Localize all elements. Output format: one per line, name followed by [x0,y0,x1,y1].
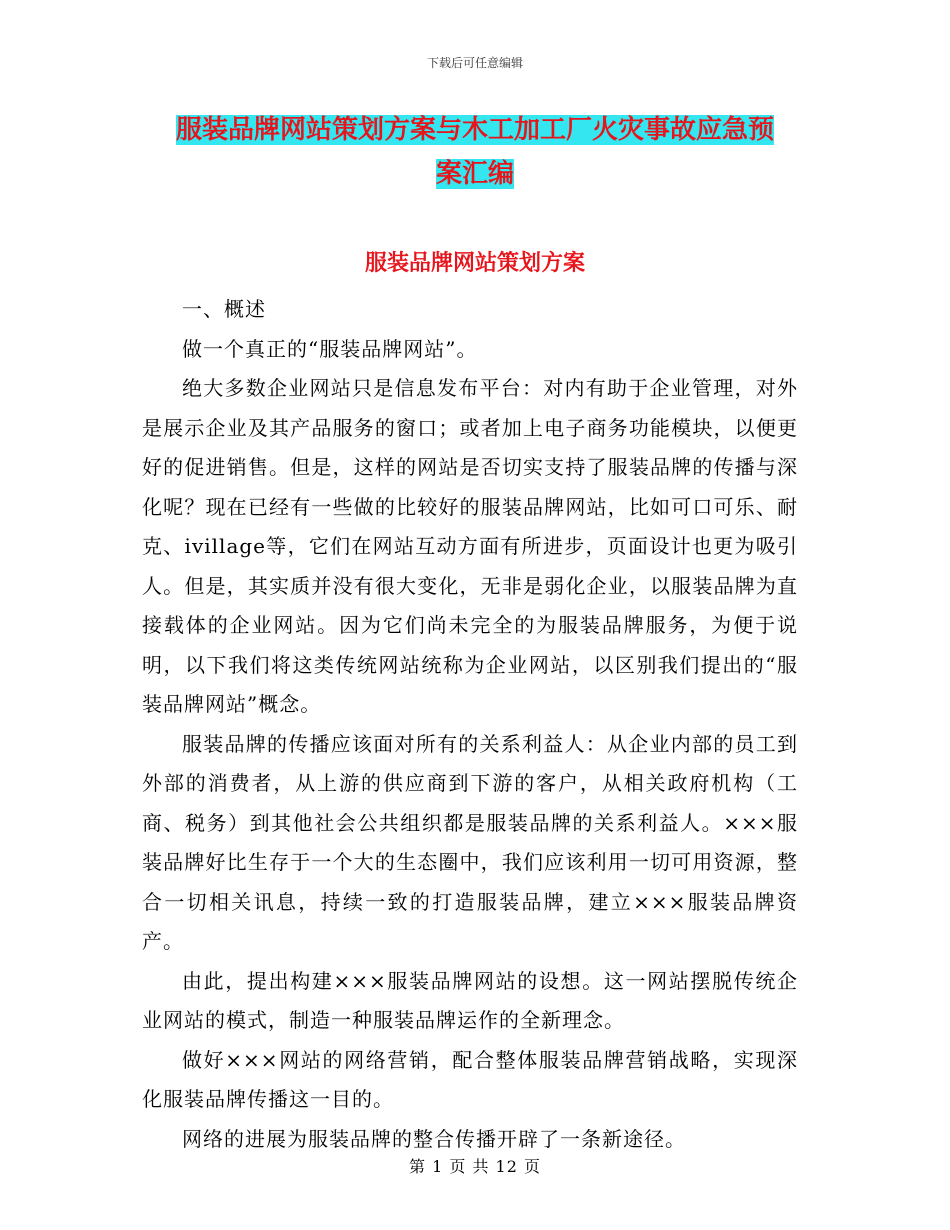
page-header-note: 下载后可任意编辑 [426,56,523,70]
paragraph: 做一个真正的“服装品牌网站”。 [182,336,478,361]
paragraph: 绝大多数企业网站只是信息发布平台：对内有助于企业管理，对外是展示企业及其产品服务的窗口；或者加上电子商务功能模块，以便更好的促进销售。但是，这样的网站是否切实支持了服装品牌的传播与深化呢？现在已经有一些做的比较好的服装品牌网站，比如可口可乐、耐克、ivillage等，它们在网站互动方面有所进步，页面设计也更为吸引人。但是，其实质并没有很大变化，无非是弱化企业，以服装品牌为直接载体的企业网站。因为它们尚未完全的为服装品牌服务，为便于说明，以下我们将这类传统网站统称为企业网站，以区别我们提出的“服装品牌网站”概念。 [142,376,798,716]
document-title-line-2: 案汇编 [435,159,514,189]
document-title [140,108,810,196]
paragraph: 由此，提出构建×××服装品牌网站的设想。这一网站摆脱传统企业网站的模式，制造一种服装品牌运作的全新理念。 [142,968,798,1032]
page-number-footer: 第 1 页 共 12 页 [409,1157,541,1176]
document-title-line-1: 服装品牌网站策划方案与木工加工厂火灾事故应急预 [175,115,774,145]
paragraph: 服装品牌的传播应该面对所有的关系利益人：从企业内部的员工到外部的消费者，从上游的供应商到下游的客户，从相关政府机构（工商、税务）到其他社会公共组织都是服装品牌的关系利益人。×××服装品牌好比生存于一个大的生态圈中，我们应该利用一切可用资源，整合一切相关讯息，持续一致的打造服装品牌，建立×××服装品牌资产。 [142,731,798,953]
body-text [142,290,798,1159]
section-title: 服装品牌网站策划方案 [364,250,585,276]
paragraph-overview-heading: 一、概述 [182,297,266,321]
paragraph: 网络的进展为服装品牌的整合传播开辟了一条新途径。 [182,1126,686,1151]
paragraph: 做好×××网站的网络营销，配合整体服装品牌营销战略，实现深化服装品牌传播这一目的。 [142,1047,798,1111]
